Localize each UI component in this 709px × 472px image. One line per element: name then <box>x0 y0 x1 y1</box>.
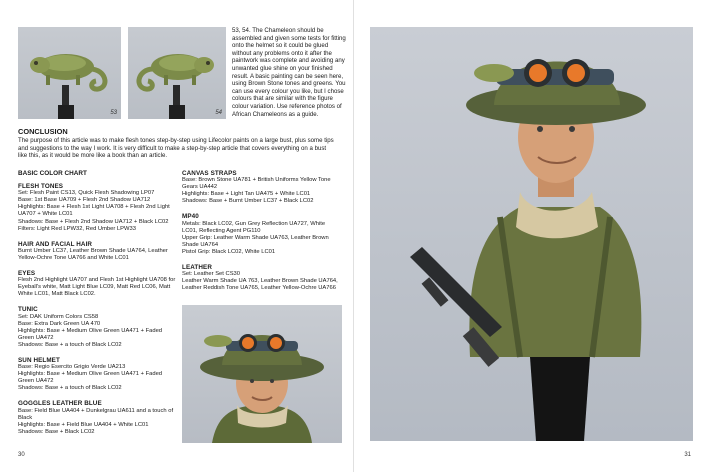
left-page <box>0 0 354 472</box>
section-line: Shadows: Base + Flesh 2nd Shadow UA712 + Black LC02 <box>18 218 169 225</box>
section-heading: SUN HELMET <box>18 356 60 364</box>
section-heading: FLESH TONES <box>18 183 64 191</box>
color-chart-section <box>182 213 342 256</box>
section-line: Pistol Grip: Black LC02, White LC01 <box>182 248 276 255</box>
section-heading: HAIR AND FACIAL HAIR <box>18 240 93 248</box>
color-chart-section <box>18 183 178 233</box>
section-line: Highlights: Base + Medium Olive Green UA471 + Faded Green UA472 <box>18 327 163 341</box>
section-line: Set: DAK Uniform Colors CS58 <box>18 313 99 320</box>
section-line: Shadows: Base + Burnt Umber LC37 + Black LC02 <box>182 198 314 205</box>
photo-number: 53 <box>110 110 117 116</box>
page-number-left: 30 <box>18 452 25 458</box>
chart-title: BASIC COLOR CHART <box>18 170 87 177</box>
color-chart-section <box>182 264 342 292</box>
color-chart-column-right <box>182 170 342 300</box>
section-line: Shadows: Base + a touch of Black LC02 <box>18 341 122 348</box>
section-line: Leather Warm Shade UA 763, Leather Brown Shade UA764, Leather Reddish Tone UA765, Leather Yellow-Ochre UA766 <box>182 278 338 292</box>
section-line: Base: Extra Dark Green UA 470 <box>18 320 101 327</box>
photo-number: 54 <box>215 110 222 116</box>
section-heading: CANVAS STRAPS <box>182 170 237 177</box>
page-number-right: 31 <box>684 452 691 458</box>
color-chart-section <box>182 170 342 205</box>
section-heading: TUNIC <box>18 306 38 314</box>
section-heading: EYES <box>18 270 36 278</box>
chameleon-illustration-53 <box>18 27 121 119</box>
section-line: Base: Field Blue UA404 + Dunkelgrau UA611 and a touch of Black <box>18 407 174 421</box>
section-line: Base: Brown Stone UA781 + British Uniforms Yellow Tone Gears UA442 <box>182 177 331 191</box>
section-line: Base: Regio Esercito Grigio Verde UA213 <box>18 364 126 371</box>
section-line: Metals: Black LC02, Gun Grey Reflection UA727, White LC01, Reflecting Agent PG110 <box>182 220 326 234</box>
section-heading: GOGGLES LEATHER BLUE <box>18 400 102 408</box>
section-line: Shadows: Base + a touch of Black LC02 <box>18 385 122 392</box>
bust-main-illustration <box>370 27 693 441</box>
section-line: Flesh 2nd Highlight UA707 and Flesh 1st Highlight UA708 for Eyeball's white, Matt Light Blue LC09, Matt Red LC06, Matt White LC01, Matt Black LC02. <box>18 277 176 298</box>
section-line: Highlights: Base + Flesh 1st Light UA708 + Flesh 2nd Light UA707 + White LC01 <box>18 204 170 218</box>
right-page <box>354 0 709 472</box>
bust-detail-illustration <box>182 305 342 443</box>
bust-main-photo <box>370 27 693 441</box>
color-chart-section <box>18 357 178 392</box>
conclusion-heading: CONCLUSION <box>18 127 68 136</box>
chameleon-photo-53 <box>18 27 121 119</box>
color-chart-section <box>18 241 178 262</box>
section-heading: MP40 <box>182 213 199 221</box>
section-line: Upper Grip: Leather Warm Shade UA763, Leather Brown Shade UA764 <box>182 234 329 248</box>
chameleon-photo-54 <box>128 27 226 119</box>
section-line: Set: Flesh Paint CS13, Quick Flesh Shadowing LP07 <box>18 190 155 197</box>
color-chart-section <box>18 306 178 349</box>
section-line: Base: 1st Base UA709 + Flesh 2nd Shadow UA712 <box>18 197 151 204</box>
bust-detail-photo <box>182 305 342 443</box>
color-chart-section <box>18 400 178 435</box>
section-line: Highlights: Base + Medium Olive Green UA471 + Faded Green UA472 <box>18 371 163 385</box>
section-line: Shadows: Base + Black LC02 <box>18 428 95 435</box>
conclusion-text: The purpose of this article was to make flesh tones step-by-step using Lifecolor paints on a large bust, plus some tips and suggestions to the way I work. It is very difficult to make a step-by-step article that covers everything on a bust like this, as it would be more like a book than an article. <box>18 137 334 160</box>
color-chart-column-left <box>18 170 178 444</box>
section-heading: LEATHER <box>182 264 212 272</box>
section-line: Burnt Umber LC37, Leather Brown Shade UA764, Leather Yellow-Ochre Tone UA766 and White LC01 <box>18 247 168 261</box>
color-chart-section <box>18 270 178 298</box>
section-line: Highlights: Base + Light Tan UA475 + White LC01 <box>182 191 311 198</box>
section-line: Set: Leather Set CS30 <box>182 271 241 278</box>
photo-caption: 53, 54. The Chameleon should be assembled and given some tests for fitting onto the helmet so it could be glued without any problems onto it after the paintwork was complete and avoiding any unwanted glue shine on your finished result. A basic painting can be seen here, using Brown Stone tones and greens. You can use every colour you like, but I chose colours that are similar with the figure colour variation. Use reference photos of African Chameleons as a guide. <box>232 27 346 118</box>
section-line: Filters: Light Red LPW32, Red Umber LPW33 <box>18 225 136 232</box>
chameleon-illustration-54 <box>128 27 226 119</box>
section-line: Highlights: Base + Field Blue UA404 + White LC01 <box>18 421 149 428</box>
